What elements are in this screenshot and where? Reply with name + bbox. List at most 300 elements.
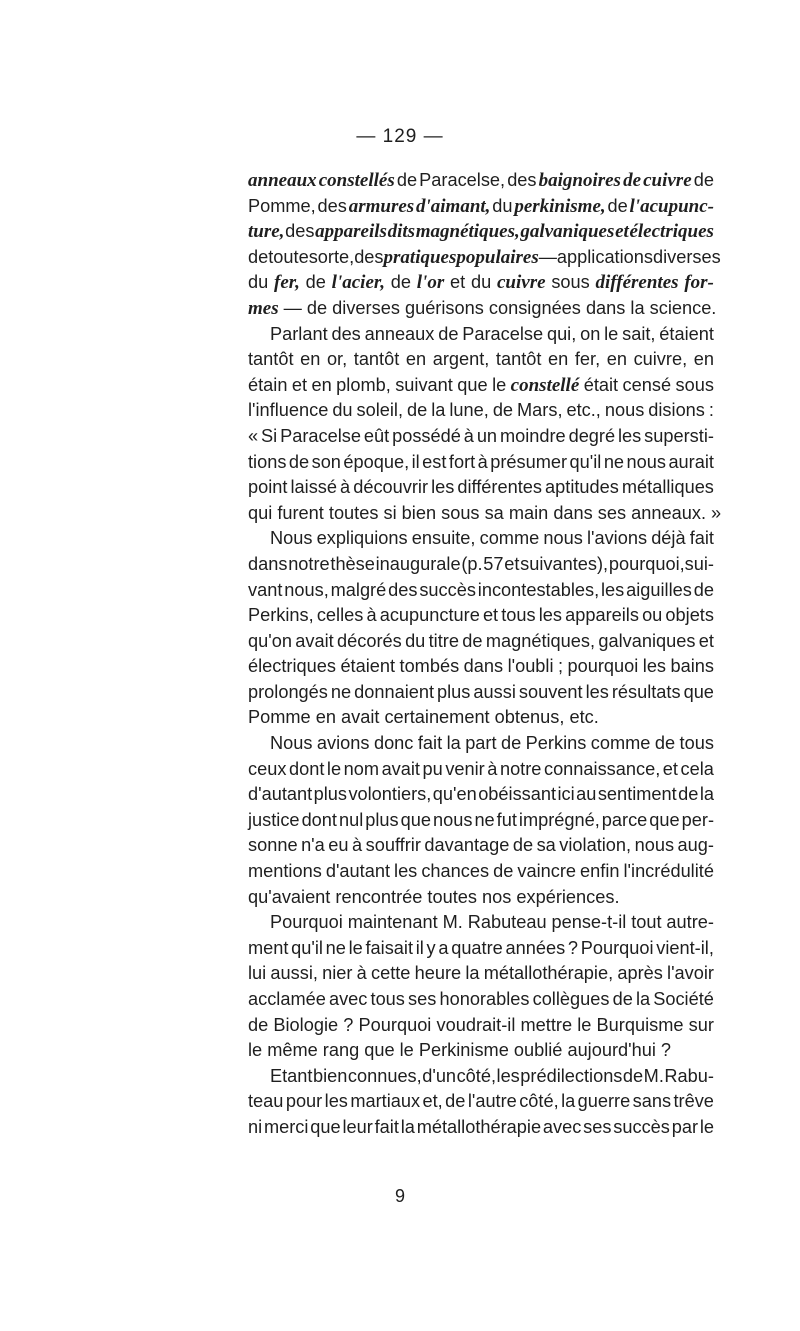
word: en: [548, 349, 569, 370]
word: les: [601, 579, 625, 600]
text-line: [248, 885, 714, 911]
word: ?: [343, 1014, 354, 1035]
word: davantage: [424, 835, 510, 856]
word: en: [693, 349, 714, 370]
word: nous: [604, 400, 645, 421]
word: sous: [551, 272, 590, 293]
word: Rabuteau: [467, 912, 547, 933]
italic-word: populaires: [456, 246, 539, 268]
signature-mark: 9: [394, 1186, 405, 1206]
text-line: [248, 322, 714, 348]
word: et,: [422, 1091, 443, 1112]
italic-word: armures: [348, 195, 415, 217]
word: aussi,: [270, 963, 318, 984]
word: aug-: [677, 835, 714, 856]
word: cela: [680, 758, 714, 779]
word: différentes: [457, 477, 542, 498]
text-line: [248, 552, 714, 578]
word: le: [604, 323, 619, 344]
word: anneaux: [364, 323, 435, 344]
word: Pourquoi: [358, 1014, 432, 1035]
word: pu: [422, 758, 443, 779]
word: nous: [634, 835, 675, 856]
word: de: [407, 400, 428, 421]
word: était: [583, 374, 619, 395]
body-text: [248, 168, 722, 1141]
word: de: [396, 170, 418, 190]
word: laissé: [290, 477, 337, 498]
word: malgré: [330, 579, 387, 600]
text-run: le même rang que le Perkinisme oublié aujourd'hui ?: [248, 1040, 672, 1061]
word: faisait: [365, 937, 414, 958]
word: part: [465, 733, 497, 754]
word: merci: [263, 1116, 309, 1137]
italic-word: appareils: [315, 221, 387, 243]
word: nul: [338, 809, 364, 830]
text-line: [248, 501, 722, 527]
word: en: [300, 349, 321, 370]
word: des: [285, 221, 315, 242]
word: de: [248, 1014, 269, 1035]
word: ;: [557, 656, 564, 677]
word: de: [438, 323, 459, 344]
word: avait: [381, 758, 420, 779]
word: la: [465, 963, 480, 984]
text-line: [248, 680, 714, 706]
word: lui: [248, 963, 267, 984]
text-line: [248, 808, 714, 834]
word: guerre: [577, 1091, 631, 1112]
word: avec: [542, 1116, 582, 1137]
text-line: [248, 833, 714, 859]
text-line: [248, 1013, 714, 1039]
word: moindre: [499, 425, 566, 446]
word: heure: [414, 963, 462, 984]
word: du: [492, 195, 513, 216]
word: degré: [568, 425, 616, 446]
word: du: [405, 630, 426, 651]
italic-word: fer,: [274, 272, 300, 294]
word: toute: [268, 246, 309, 267]
word: de: [654, 733, 676, 754]
word: dont: [288, 758, 325, 779]
word: Pourquoi: [580, 937, 654, 958]
text-line: [248, 347, 714, 373]
word: à: [356, 963, 367, 984]
word: nous: [543, 528, 583, 549]
word: ni: [248, 1116, 263, 1137]
word: incontestables,: [477, 579, 600, 600]
word: découvrir: [353, 477, 429, 498]
text-line: [248, 578, 714, 604]
word: l'oubli: [507, 656, 554, 677]
word: M.: [442, 912, 463, 933]
word: de: [693, 579, 714, 600]
text-line: [248, 270, 714, 296]
word: de: [492, 400, 514, 421]
word: pense-t-il: [551, 912, 627, 933]
word: prédilections: [520, 1065, 623, 1086]
word: en: [606, 349, 627, 370]
word: par: [671, 1116, 699, 1137]
word: que: [400, 809, 431, 830]
word: objets: [665, 605, 714, 626]
word: électriques: [248, 656, 336, 677]
word: présumer: [490, 451, 568, 472]
word: le: [492, 374, 507, 395]
word: sous: [675, 374, 714, 395]
word: des: [317, 195, 347, 216]
italic-word: de: [623, 170, 641, 191]
word: point: [248, 477, 288, 498]
italic-word: électriques: [629, 221, 714, 243]
word: violation,: [559, 835, 632, 856]
italic-word: ture,: [248, 221, 285, 243]
word: connaissance,: [543, 758, 661, 779]
word: étain: [248, 374, 288, 395]
word: martiaux: [350, 1091, 421, 1112]
word: eu: [328, 835, 349, 856]
word: d'autant: [325, 861, 390, 882]
text-line: [248, 629, 714, 655]
word: de: [693, 170, 714, 190]
italic-word: constellé: [510, 374, 580, 396]
word: succès: [613, 1116, 670, 1137]
text-line: [248, 424, 714, 450]
text-run: qui furent toutes si bien sous sa main dans ses anneaux. »: [248, 502, 722, 523]
word: succès: [419, 579, 476, 600]
word: venir: [445, 758, 485, 779]
italic-word: magnétiques,: [415, 221, 520, 243]
text-line: [248, 654, 714, 680]
word: connues,: [347, 1065, 422, 1086]
word: voudrait-il: [436, 1014, 516, 1035]
word: «: [248, 425, 259, 446]
word: qu'il: [569, 451, 602, 472]
word: teau: [248, 1091, 284, 1112]
word: la: [400, 1116, 415, 1137]
word: de: [305, 272, 326, 293]
word: dont: [301, 809, 337, 830]
word: donc: [373, 733, 414, 754]
word: Perkins: [525, 733, 587, 754]
word: la: [635, 989, 651, 1009]
word: cette: [370, 963, 411, 984]
text-line: [248, 373, 714, 399]
word: on: [580, 323, 601, 344]
text-line: [248, 475, 714, 501]
word: —: [538, 246, 557, 267]
word: nous: [626, 451, 666, 472]
word: en: [405, 349, 427, 370]
text-line: [248, 961, 714, 987]
word: argent,: [432, 349, 490, 370]
word: il: [415, 937, 424, 958]
word: celles: [316, 605, 364, 626]
text-line: [248, 782, 714, 808]
word: qu'en: [432, 784, 477, 805]
text-line: [248, 1064, 714, 1090]
word: comme: [590, 733, 651, 754]
word: fut: [496, 809, 517, 830]
word: avait: [295, 630, 334, 651]
word: prolongés: [248, 681, 328, 702]
word: ici: [557, 784, 575, 805]
word: Rabu-: [664, 1065, 714, 1086]
word: nier: [322, 963, 353, 984]
word: tions: [248, 451, 287, 472]
text-line: [248, 731, 714, 757]
word: souffrir: [365, 835, 421, 856]
word: applications: [556, 246, 653, 267]
word: sait,: [622, 323, 656, 344]
word: du: [470, 272, 492, 293]
word: avions: [316, 733, 370, 754]
word: de: [288, 451, 310, 472]
word: que: [649, 809, 680, 830]
word: qu'il: [291, 937, 323, 958]
word: sur: [688, 1014, 714, 1035]
word: des: [354, 246, 384, 267]
word: fer,: [574, 349, 601, 370]
word: galvaniques: [598, 630, 696, 651]
word: les: [618, 425, 642, 446]
word: de: [462, 630, 483, 651]
word: Biologie: [273, 1014, 339, 1035]
word: censé: [622, 374, 672, 395]
word: Perkins,: [248, 605, 314, 626]
text-line: [248, 450, 714, 476]
word: a: [438, 937, 449, 958]
word: les: [394, 861, 418, 882]
word: donnaient: [354, 681, 435, 702]
word: et: [291, 374, 308, 395]
word: titre: [428, 630, 459, 651]
word: de: [612, 989, 633, 1009]
word: vant: [248, 579, 283, 600]
word: quatre: [451, 937, 503, 958]
word: à: [352, 835, 363, 856]
word: après: [617, 963, 663, 984]
word: du: [332, 400, 353, 421]
word: côté,: [519, 1091, 559, 1112]
word: expliquions: [316, 528, 408, 549]
word: dans: [463, 656, 504, 677]
text-run: — de diverses guérisons consignées dans la science.: [278, 297, 717, 318]
word: de: [445, 1091, 466, 1112]
word: est: [422, 451, 447, 472]
word: tous: [501, 605, 536, 626]
word: qu'on: [248, 630, 292, 651]
text-run: qu'avaient rencontrée toutes nos expériences.: [248, 886, 620, 907]
word: fort: [448, 451, 476, 472]
word: d'autant: [248, 784, 313, 805]
word: des: [331, 323, 361, 344]
text-line: [248, 168, 714, 194]
text-line: [248, 936, 714, 962]
italic-word: constellés: [318, 170, 395, 191]
word: pourquoi,sui-: [608, 553, 714, 574]
word: son: [311, 451, 341, 472]
word: soleil,: [356, 400, 404, 421]
word: M.: [643, 1065, 664, 1086]
word: mentions: [248, 861, 322, 882]
word: les: [496, 1065, 520, 1086]
word: parce: [601, 809, 648, 830]
word: ?: [567, 937, 579, 958]
word: y: [426, 937, 436, 958]
word: inaugurale: [375, 553, 461, 574]
word: et: [504, 553, 520, 574]
word: métallothérapie: [416, 1116, 542, 1137]
word: ment: [248, 937, 289, 958]
word: aiguilles: [626, 579, 692, 600]
word: bien: [312, 1065, 348, 1086]
word: Nous: [270, 733, 313, 754]
word: un: [476, 425, 498, 446]
word: ne: [325, 937, 346, 958]
word: suivantes),: [520, 553, 609, 574]
word: appareils: [565, 605, 639, 626]
word: tantôt: [353, 349, 400, 370]
word: métallothérapie,: [483, 963, 614, 984]
word: leur: [342, 1116, 373, 1137]
word: d'un: [422, 1065, 457, 1086]
word: ne: [603, 451, 625, 472]
word: à: [340, 477, 351, 498]
word: n'a: [301, 835, 325, 856]
word: honorables: [439, 989, 530, 1009]
word: pour: [285, 1091, 323, 1112]
text-line: [248, 705, 714, 731]
word: nom: [343, 758, 380, 779]
word: la: [561, 1091, 576, 1112]
word: tantôt: [248, 349, 294, 370]
word: le: [699, 1116, 714, 1137]
word: les: [642, 656, 667, 677]
italic-text: mes: [248, 297, 279, 319]
word: qui,: [546, 323, 577, 344]
word: et: [450, 272, 466, 293]
text-run: Pomme en avait certainement obtenus, etc.: [248, 707, 599, 728]
word: des: [507, 170, 537, 190]
word: (p.: [461, 553, 483, 574]
word: plus: [313, 784, 347, 805]
word: bains: [670, 656, 714, 677]
word: diverses: [652, 246, 721, 267]
word: de: [500, 733, 522, 754]
word: fait: [374, 1116, 399, 1137]
word: Si: [261, 425, 278, 446]
word: de: [512, 835, 534, 856]
word: Nous: [270, 528, 313, 549]
word: de: [678, 784, 699, 805]
word: le: [348, 937, 363, 958]
italic-word: perkinisme,: [514, 195, 606, 217]
word: disions: [648, 400, 705, 421]
text-line: [248, 194, 714, 220]
word: de: [390, 272, 411, 293]
word: le: [577, 1014, 592, 1035]
word: à: [463, 425, 474, 446]
word: au: [576, 784, 597, 805]
word: ne: [474, 809, 495, 830]
italic-word: d'aimant,: [416, 195, 491, 217]
word: supersti-: [644, 425, 714, 446]
word: que: [310, 1116, 341, 1137]
word: sa: [536, 835, 556, 856]
text-line: [248, 910, 714, 936]
word: sonne: [248, 835, 298, 856]
word: justice: [248, 809, 300, 830]
word: l'incrédulité: [623, 861, 714, 882]
word: cuivre,: [633, 349, 688, 370]
word: aptitudes: [545, 477, 619, 498]
word: Pourquoi: [270, 912, 343, 933]
word: il: [411, 451, 420, 472]
word: pourquoi: [567, 656, 639, 677]
word: de: [248, 246, 269, 267]
word: Société: [653, 989, 714, 1009]
word: vaincre: [517, 861, 576, 882]
italic-word: galvaniques: [520, 221, 615, 243]
word: de: [607, 195, 628, 216]
page-number: — 129 —: [356, 126, 444, 147]
word: étaient: [340, 656, 396, 677]
word: fait: [689, 528, 714, 549]
word: métalliques: [621, 477, 714, 498]
italic-word: cuivre: [643, 170, 692, 191]
word: à: [487, 758, 498, 779]
word: Burquisme: [596, 1014, 684, 1035]
word: la: [431, 400, 446, 421]
word: ceux: [248, 758, 287, 779]
word: acupuncture: [379, 605, 480, 626]
word: années: [505, 937, 566, 958]
word: mettre: [520, 1014, 573, 1035]
word: thèse: [330, 553, 375, 574]
word: l'autre: [467, 1091, 517, 1112]
word: de: [493, 861, 514, 882]
word: tout: [631, 912, 662, 933]
word: acclamée: [248, 989, 326, 1009]
text-line: [248, 757, 714, 783]
word: Paracelse,: [419, 170, 506, 190]
word: possédé: [392, 425, 461, 446]
italic-word: et: [615, 221, 629, 243]
word: magnétiques,: [485, 630, 596, 651]
word: :: [708, 400, 714, 421]
word: que: [457, 374, 488, 395]
text-line: [248, 1038, 714, 1064]
word: sentiment: [597, 784, 677, 805]
word: tous: [679, 733, 714, 754]
italic-word: cuivre: [496, 272, 546, 294]
word: le: [326, 758, 342, 779]
word: l'avions: [586, 528, 648, 549]
word: suivant: [395, 374, 453, 395]
text-line: [248, 859, 714, 885]
word: la: [446, 733, 461, 754]
italic-word: baignoires: [538, 170, 621, 191]
word: plus: [437, 681, 471, 702]
text-line: [248, 1089, 714, 1115]
word: les: [538, 605, 562, 626]
word: obéissant: [478, 784, 557, 805]
word: aurait: [668, 451, 714, 472]
word: enfin: [580, 861, 620, 882]
word: Parlant: [270, 323, 328, 344]
